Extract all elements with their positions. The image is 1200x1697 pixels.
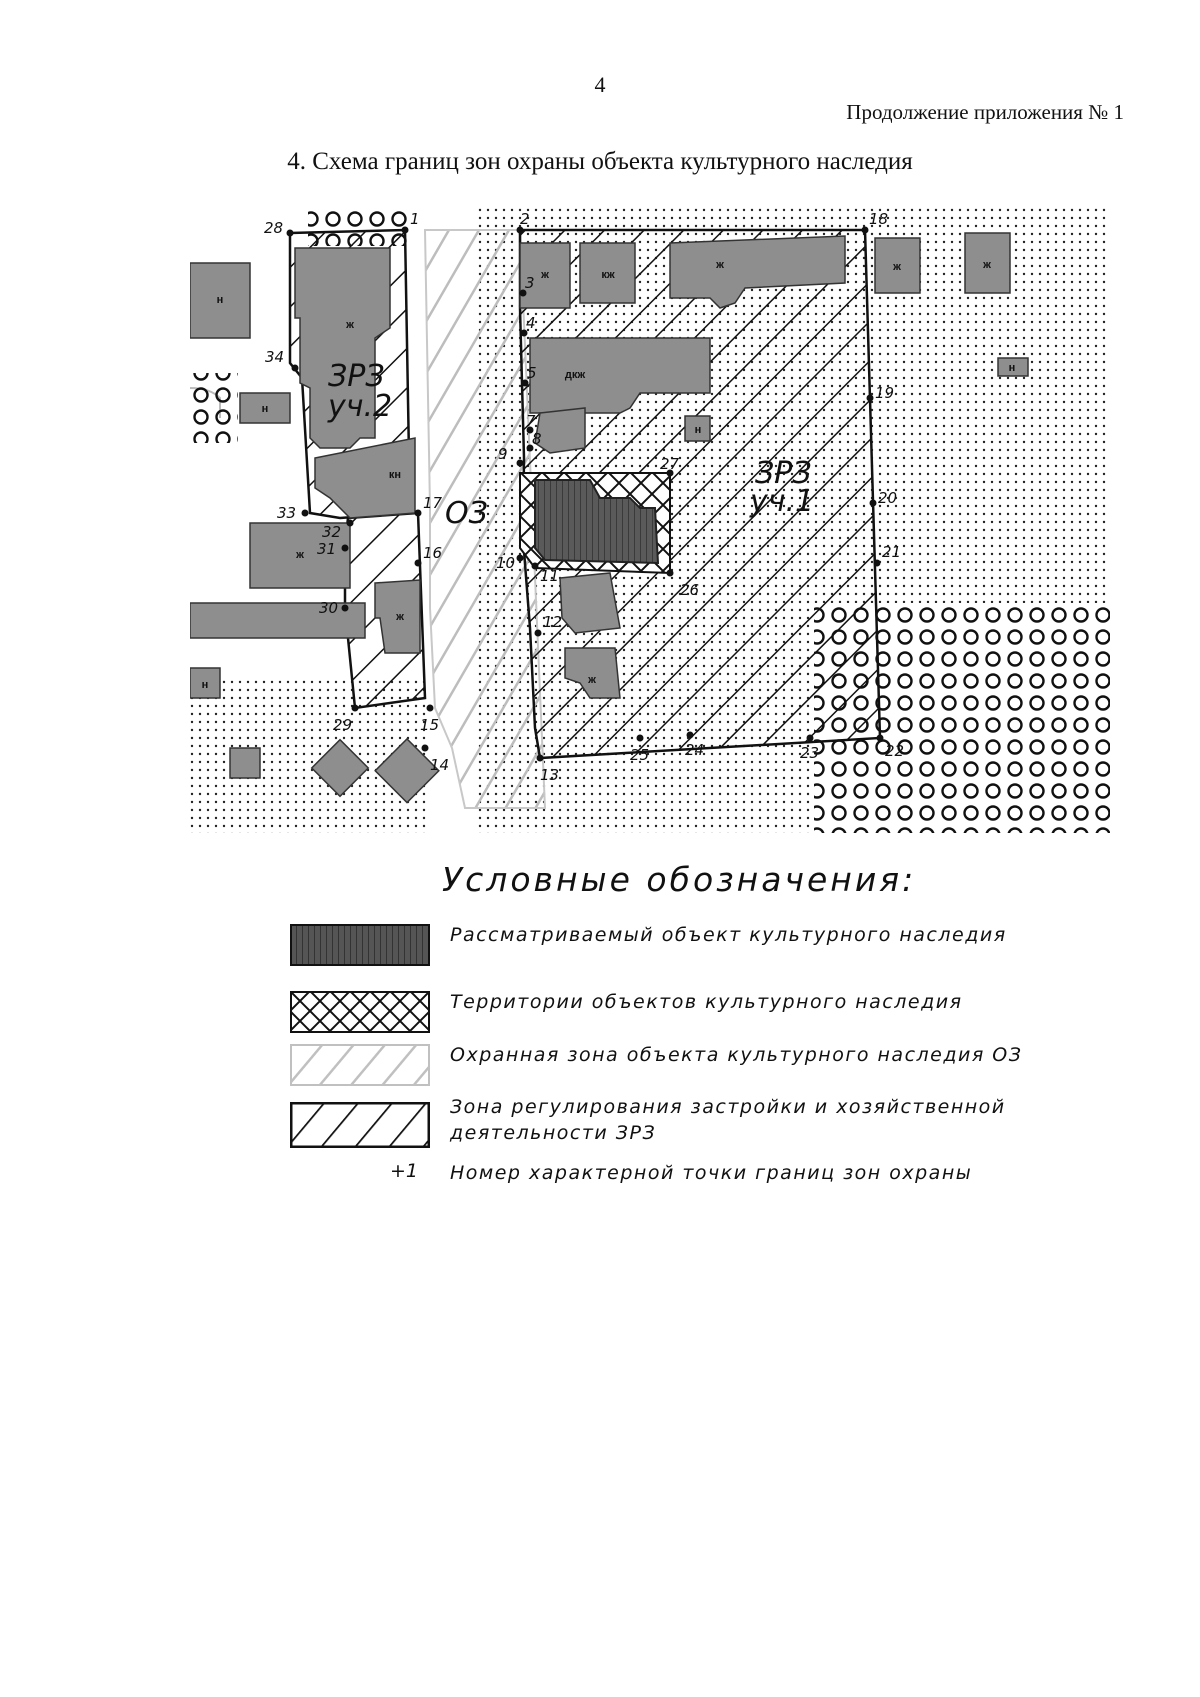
building-mark: ж — [893, 261, 901, 273]
legend-item-territory — [290, 985, 1110, 1037]
boundary-point-marker — [517, 460, 524, 467]
legend-text-object: Рассматриваемый объект культурного наследия — [450, 924, 1007, 946]
boundary-point-marker — [532, 563, 539, 570]
boundary-point-label: 1 — [410, 210, 420, 228]
building-mark: н — [216, 294, 224, 306]
legend-swatch-object — [290, 924, 430, 966]
boundary-point-label: 29 — [333, 716, 353, 734]
boundary-point-marker — [874, 560, 881, 567]
boundary-point-label: 7 — [526, 412, 536, 430]
building-mark: н — [261, 403, 269, 415]
building-mark: ж — [346, 319, 354, 331]
boundary-point-marker — [687, 732, 694, 739]
legend-title: Условные обозначения: — [442, 860, 917, 899]
boundary-point-marker — [517, 555, 524, 562]
boundary-point-label: 31 — [317, 540, 337, 558]
building-mark: н — [694, 424, 702, 436]
boundary-point-label: 22 — [885, 742, 905, 760]
boundary-point-label: 34 — [265, 348, 285, 366]
boundary-point-marker — [352, 705, 359, 712]
boundary-point-label: 30 — [319, 599, 339, 617]
legend-item-zrz — [290, 1090, 1110, 1152]
boundary-point-label: 17 — [423, 494, 443, 512]
boundary-point-label: 28 — [264, 219, 284, 237]
boundary-point-marker — [287, 230, 294, 237]
boundary-point-marker — [415, 560, 422, 567]
boundary-point-label: 10 — [496, 554, 516, 572]
building-mark: н — [1008, 362, 1016, 374]
building-mark: ж — [716, 259, 724, 271]
boundary-point-marker — [537, 755, 544, 762]
boundary-point-label: 13 — [540, 766, 560, 784]
zone-label-zrz-part1-sub: уч.1 — [750, 484, 815, 519]
boundary-point-label: 27 — [660, 455, 680, 473]
appendix-caption: Продолжение приложения № 1 — [846, 100, 1124, 124]
building-mark: дкж — [564, 369, 586, 381]
boundary-point-label: 20 — [878, 489, 898, 507]
building-mark: ж — [296, 549, 304, 561]
boundary-point-label: 21 — [882, 543, 902, 561]
legend-text-zrz: Зона регулирования застройки и хозяйственной деятельности ЗРЗ — [450, 1096, 1006, 1144]
boundary-point-marker — [347, 520, 354, 527]
building-mark: кж — [601, 269, 615, 281]
boundary-point-marker — [637, 735, 644, 742]
legend-text-territory: Территории объектов культурного наследия — [450, 991, 963, 1013]
boundary-point-marker — [422, 745, 429, 752]
legend-item-oz — [290, 1038, 1110, 1090]
boundary-point-symbol: +1 — [390, 1160, 419, 1182]
boundary-point-label: 14 — [430, 756, 450, 774]
page-number: 4 — [594, 72, 606, 97]
boundary-point-label: 25 — [630, 746, 650, 764]
boundary-point-label: 23 — [800, 744, 820, 762]
zone-label-zrz-part1: ЗРЗ — [755, 456, 812, 491]
boundary-point-label: 4 — [526, 314, 536, 332]
protection-zones-map — [190, 208, 1110, 833]
building-mark: кн — [388, 469, 402, 481]
legend-swatch-zrz — [290, 1102, 430, 1148]
legend-item-object — [290, 918, 1110, 970]
boundary-point-marker — [415, 510, 422, 517]
boundary-point-marker — [302, 510, 309, 517]
boundary-point-label: 26 — [680, 581, 700, 599]
boundary-point-label: 5 — [527, 364, 537, 382]
boundary-point-label: 24 — [685, 741, 705, 759]
boundary-point-label: 2 — [520, 210, 530, 228]
boundary-point-marker — [870, 500, 877, 507]
boundary-point-marker — [807, 735, 814, 742]
map-title: 4. Схема границ зон охраны объекта культурного наследия — [287, 148, 913, 175]
boundary-point-marker — [427, 705, 434, 712]
boundary-point-marker — [535, 630, 542, 637]
boundary-point-marker — [342, 545, 349, 552]
boundary-point-label: 16 — [423, 544, 443, 562]
boundary-point-label: 19 — [875, 384, 895, 402]
boundary-point-label: 9 — [498, 445, 508, 463]
boundary-point-marker — [402, 227, 409, 234]
boundary-point-marker — [667, 570, 674, 577]
boundary-point-label: 12 — [543, 613, 563, 631]
boundary-point-label: 32 — [322, 523, 342, 541]
boundary-point-marker — [877, 735, 884, 742]
boundary-point-label: 3 — [525, 274, 535, 292]
legend-item-point — [290, 1156, 1110, 1208]
zone-label-zrz-part2-sub: уч.2 — [328, 389, 393, 424]
boundary-point-marker — [342, 605, 349, 612]
legend-swatch-territory — [290, 991, 430, 1033]
boundary-point-marker — [292, 365, 299, 372]
boundary-point-label: 15 — [420, 716, 440, 734]
building-mark: ж — [588, 674, 596, 686]
boundary-point-label: 8 — [532, 430, 542, 448]
building-mark: ж — [983, 259, 991, 271]
legend-text-oz: Охранная зона объекта культурного наследия ОЗ — [450, 1044, 1023, 1066]
boundary-point-marker — [862, 227, 869, 234]
boundary-point-marker — [867, 395, 874, 402]
building-mark: н — [201, 679, 209, 691]
legend-text-point: Номер характерной точки границ зон охраны — [450, 1162, 973, 1184]
zone-label-zrz-part2: ЗРЗ — [328, 359, 385, 394]
zone-label-oz: ОЗ — [445, 496, 488, 531]
boundary-point-label: 11 — [540, 567, 560, 585]
boundary-point-label: 18 — [869, 210, 889, 228]
legend-swatch-oz — [290, 1044, 430, 1086]
building-mark: ж — [396, 611, 404, 623]
building-mark: ж — [541, 269, 549, 281]
boundary-point-label: 33 — [277, 504, 297, 522]
